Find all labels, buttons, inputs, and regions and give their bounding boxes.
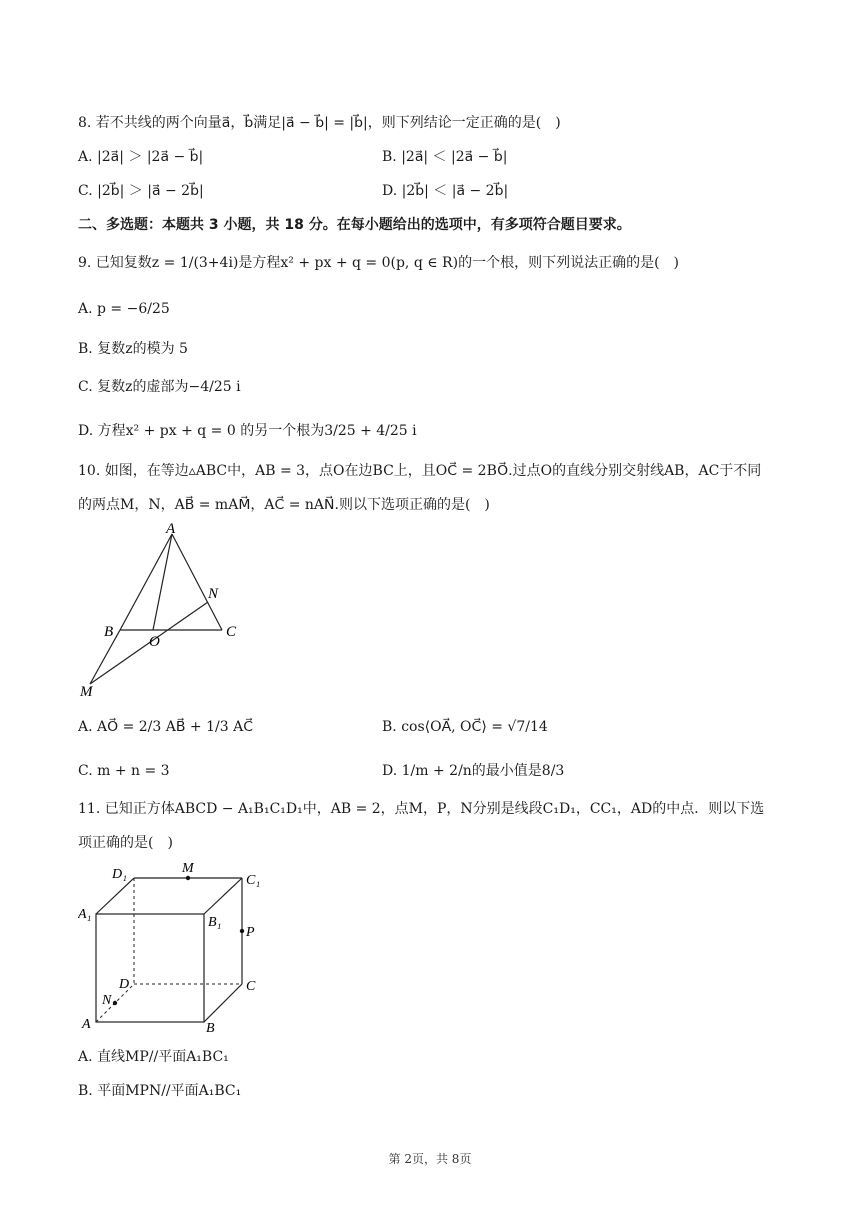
segment-ao — [153, 534, 172, 630]
label-a: A — [166, 522, 176, 537]
q8-option-a: A. |2a⃗| ＞ |2a⃗ − b⃗| — [78, 149, 204, 165]
label-b: B — [104, 624, 114, 640]
q11-option-b: B. 平面MPN//平面A₁BC₁ — [78, 1083, 242, 1099]
label-n: N — [208, 586, 219, 602]
point-p — [240, 929, 244, 933]
q11-stem-line1: 11. 已知正方体ABCD − A₁B₁C₁D₁中，AB = 2，点M，P，N分别是线段C₁D₁，CC₁，AD的中点．则以下选 — [78, 801, 765, 817]
q10-option-b: B. cos⟨OA⃗, OC⃗⟩ = √7/14 — [382, 719, 548, 735]
q11-option-a: A. 直线MP//平面A₁BC₁ — [78, 1049, 229, 1065]
label-b: B — [206, 1021, 215, 1036]
edge-b1c1 — [204, 878, 242, 914]
cube-front-face — [96, 914, 204, 1022]
label-p: P — [246, 925, 255, 940]
point-m — [186, 876, 190, 880]
q9-option-b: B. 复数z的模为 5 — [78, 341, 188, 357]
label-n: N — [102, 993, 112, 1008]
q9-stem: 9. 已知复数z = 1/(3+4i)是方程x² + px + q = 0(p, q ∈ R)的一个根，则下列说法正确的是( ) — [78, 255, 679, 271]
label-o: O — [149, 634, 160, 650]
segment-ac — [172, 534, 222, 630]
label-b1: B₁ — [208, 915, 222, 930]
section-heading: 二、多选题：本题共 3 小题，共 18 分。在每小题给出的选项中，有多项符合题目要求。 — [78, 217, 631, 233]
q9-option-a: A. p = −6/25 — [78, 301, 170, 317]
q10-option-a: A. AO⃗ = 2/3 AB⃗ + 1/3 AC⃗ — [78, 719, 253, 735]
label-m: M — [182, 861, 194, 876]
label-c: C — [246, 979, 256, 994]
q8-option-d: D. |2b⃗| ＜ |a⃗ − 2b⃗| — [382, 183, 509, 199]
edge-a1d1 — [96, 878, 134, 914]
q9-option-c: C. 复数z的虚部为−4/25 i — [78, 379, 241, 395]
q9-option-d: D. 方程x² + px + q = 0 的另一个根为3/25 + 4/25 i — [78, 423, 417, 439]
edge-bc — [204, 984, 242, 1022]
q8-stem: 8. 若不共线的两个向量a⃗，b⃗满足|a⃗ − b⃗| = |b⃗|，则下列结论一定正确的是( ) — [78, 115, 561, 131]
label-d: D — [119, 977, 130, 992]
q10-stem-line2: 的两点M，N，AB⃗ = mAM⃗，AC⃗ = nAN⃗.则以下选项正确的是( ) — [78, 497, 490, 513]
q8-option-c: C. |2b⃗| ＞ |a⃗ − 2b⃗| — [78, 183, 204, 199]
cube-figure — [78, 858, 278, 1038]
triangle-figure — [78, 522, 258, 700]
q10-stem-line1: 10. 如图，在等边▵ABC中，AB = 3，点O在边BC上，且OC⃗ = 2BO⃗.过点O的直线分别交射线AB，AC于不同 — [78, 463, 762, 479]
q10-option-d: D. 1/m + 2/n的最小值是8/3 — [382, 763, 565, 779]
label-a: A — [82, 1017, 91, 1032]
label-a1: A₁ — [78, 907, 92, 922]
label-d1: D₁ — [112, 867, 127, 882]
label-c: C — [226, 624, 237, 640]
page-footer: 第 2页，共 8页 — [388, 1152, 472, 1166]
point-n — [113, 1001, 117, 1005]
q11-stem-line2: 项正确的是( ) — [78, 835, 173, 851]
label-m: M — [80, 684, 93, 700]
segment-ab — [120, 534, 172, 630]
q10-option-c: C. m + n = 3 — [78, 763, 170, 779]
q8-option-b: B. |2a⃗| ＜ |2a⃗ − b⃗| — [382, 149, 508, 165]
label-c1: C₁ — [246, 873, 261, 888]
